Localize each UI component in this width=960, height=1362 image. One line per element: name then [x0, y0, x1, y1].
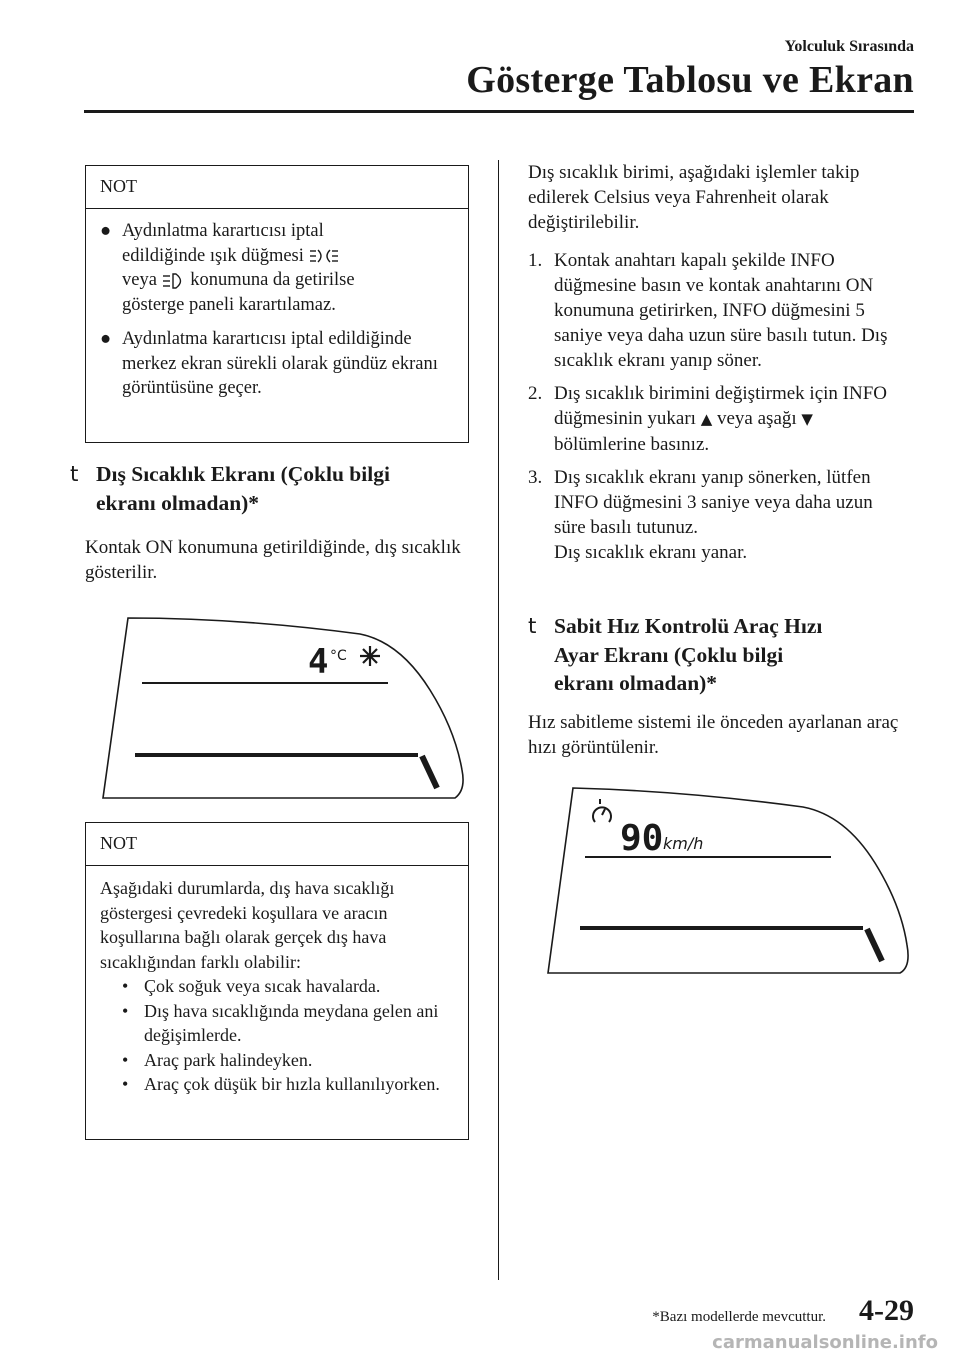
paragraph: Dış sıcaklık birimi, aşağıdaki işlemler takip edilerek Celsius veya Fahrenheit olarak değiştirilebilir.	[528, 162, 860, 233]
note-box-1	[85, 165, 469, 443]
list-item: • Araç park halindeyken.	[122, 1049, 313, 1070]
note-text: konumuna da getirilse	[190, 270, 355, 290]
snowflake-icon	[360, 646, 380, 666]
note-text: veya	[122, 270, 157, 290]
temperature-value: 4	[308, 642, 329, 682]
footnote: *Bazı modellerde mevcuttur.	[652, 1309, 826, 1325]
cruise-speed-display-illustration	[545, 785, 910, 975]
note-text: edildiğinde ışık düğmesi	[122, 245, 304, 266]
step-item: 2. Dış sıcaklık birimini değiştirmek için INFO düğmesinin yukarı ▲ veya aşağı ▼ bölümlerine basınız.	[528, 383, 887, 455]
header-rule	[84, 110, 914, 113]
list-item: ● Aydınlatma karartıcısı iptal edildiğinde merkez ekran sürekli olarak gündüz ekranı görüntüsüne geçer.	[100, 327, 454, 401]
outside-temp-display-illustration	[100, 610, 465, 800]
section-heading-cruise-speed: t Sabit Hız Kontrolü Araç Hızı Ayar Ekranı (Çoklu bilgi ekranı olmadan)*	[528, 614, 823, 695]
list-item: • Çok soğuk veya sıcak havalarda.	[122, 976, 381, 996]
paragraph: Hız sabitleme sistemi ile önceden ayarlanan araç hızı görüntülenir.	[528, 712, 899, 758]
note-text: Aydınlatma karartıcısı iptal edildiğinde merkez ekran sürekli olarak gündüz ekranı görüntüsüne geçer.	[122, 329, 438, 398]
section-heading-outside-temp: t Dış Sıcaklık Ekranı (Çoklu bilgi ekranı olmadan)*	[70, 462, 390, 515]
paragraph: Kontak ON konumuna getirildiğinde, dış sıcaklık gösterilir.	[85, 537, 461, 583]
list-item: • Araç çok düşük bir hızla kullanılıyorken.	[122, 1074, 440, 1094]
note-body	[86, 209, 468, 423]
note-text: gösterge paneli karartılamaz.	[122, 294, 336, 315]
step-list	[528, 248, 908, 573]
speed-value: 90	[620, 818, 664, 859]
list-item: ● Aydınlatma karartıcısı iptal edildiğinde ışık düğmesi veya konumuna da getirilse gösterge paneli karartılamaz.	[100, 221, 355, 315]
section-marker: t	[70, 462, 79, 487]
note-box-2	[85, 822, 469, 1140]
note-title: NOT	[86, 823, 468, 866]
cruise-control-icon	[593, 799, 611, 822]
down-arrow-icon: ▼	[801, 410, 813, 428]
page-number: 4-29	[859, 1294, 914, 1327]
note-body	[86, 866, 468, 1109]
headlight-switch-icon	[309, 247, 339, 265]
column-divider	[498, 160, 499, 1280]
section-title: Yolculuk Sırasında	[784, 38, 914, 55]
temperature-unit: °C	[330, 648, 347, 664]
watermark: carmanualsonline.info	[712, 1332, 938, 1353]
list-item: • Dış hava sıcaklığında meydana gelen ani değişimlerde.	[122, 1000, 439, 1045]
speed-unit: km/h	[663, 834, 704, 853]
step-item: 1. Kontak anahtarı kapalı şekilde INFO düğmesine basın ve kontak anahtarını ON konumuna getirirken, INFO düğmesini 5 saniye veya daha uzun süre basılı tutun. Dış sıcaklık ekranı yanıp söner.	[528, 250, 888, 371]
section-marker: t	[528, 614, 537, 639]
headlight-on-icon	[162, 272, 186, 290]
note-text: Aydınlatma karartıcısı iptal	[122, 221, 324, 241]
note-text: Aşağıdaki durumlarda, dış hava sıcaklığı göstergesi çevredeki koşullara ve aracın koşullarına bağlı olarak gerçek dış hava sıcaklığından farklı olabilir:	[100, 878, 395, 972]
chapter-title: Gösterge Tablosu ve Ekran	[466, 59, 914, 101]
step-item: 3. Dış sıcaklık ekranı yanıp sönerken, lütfen INFO düğmesini 3 saniye veya daha uzun süre basılı tutunuz. Dış sıcaklık ekranı yanar.	[528, 467, 873, 563]
up-arrow-icon: ▲	[700, 410, 713, 428]
note-title: NOT	[86, 166, 468, 209]
